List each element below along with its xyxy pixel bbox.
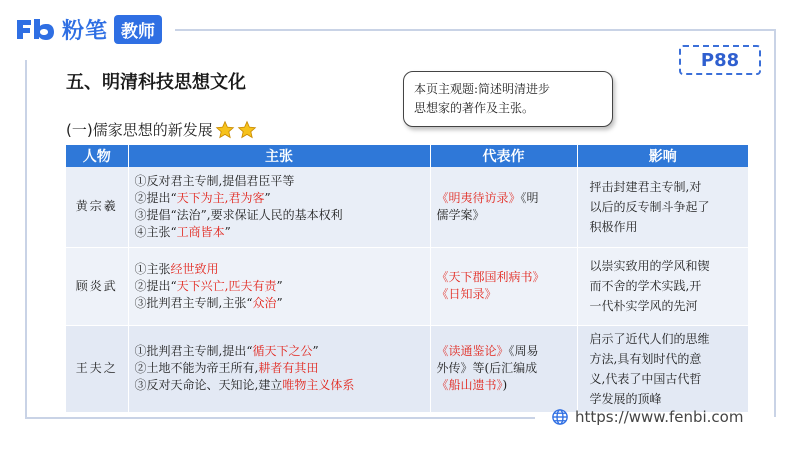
claim-line: ②土地不能为帝王所有,耕者有其田 [134, 361, 319, 375]
brand-logo [14, 13, 162, 45]
frame-line-left [25, 60, 27, 417]
influence-cell: 启示了近代人们的思维 方法,具有划时代的意 义,代表了中国古代哲 学发展的顶峰 [577, 325, 748, 412]
person-name: 王夫之 [66, 325, 128, 412]
claim-line: ②提出“天下为主,君为客” [134, 190, 271, 205]
table-row [66, 167, 748, 247]
brand-name: 粉笔 [62, 18, 109, 44]
works-cell: 《天下郡国利病书》 《日知录》 [430, 247, 577, 325]
footer-url[interactable] [551, 408, 743, 426]
claims-cell [128, 167, 430, 247]
person-name: 黄宗羲 [66, 167, 128, 247]
claim-line: ①反对君主专制,提倡君臣平等 [134, 173, 295, 188]
claim-line: ②提出“天下兴亡,匹夫有责” [134, 278, 283, 293]
claim-line: ①主张经世致用 [134, 261, 219, 276]
fenbi-logo-icon [14, 16, 56, 42]
claim-line: ④主张“工商皆本” [134, 224, 231, 239]
note-line: 本页主观题:简述明清进步 [414, 82, 551, 96]
frame-line-bottom [25, 417, 535, 419]
works-cell: 《读通鉴论》《周易 外传》等(后汇编成 《船山遗书》) [430, 325, 577, 412]
claim-line: ①批判君主专制,提出“循天下之公” [134, 344, 319, 358]
claims-cell [128, 325, 430, 412]
person-name: 顾炎武 [66, 247, 128, 325]
table-row [66, 247, 748, 325]
claim-line: ③提倡“法治”,要求保证人民的基本权利 [134, 207, 343, 222]
claims-cell [128, 247, 430, 325]
header-person: 人物 [66, 145, 128, 167]
website-link[interactable]: https://www.fenbi.com [575, 408, 744, 426]
header-works: 代表作 [430, 145, 577, 167]
table-header-row [66, 145, 748, 167]
influence-cell: 抨击封建君主专制,对 以后的反专制斗争起了 积极作用 [577, 167, 748, 247]
section-subtitle [66, 119, 257, 140]
header-influence: 影响 [577, 145, 748, 167]
star-icon [237, 120, 257, 140]
callout-note [403, 71, 613, 127]
brand-badge: 教师 [114, 15, 162, 44]
globe-icon [551, 408, 569, 426]
influence-cell: 以崇实致用的学风和锲 而不舍的学术实践,开 一代朴实学风的先河 [577, 247, 748, 325]
thinkers-table [66, 145, 748, 413]
note-line: 思想家的著作及主张。 [414, 101, 535, 115]
slide-title: 五、明清科技思想文化 [66, 72, 246, 93]
star-icon [215, 120, 235, 140]
table-row [66, 325, 748, 412]
header-claims: 主张 [128, 145, 430, 167]
subtitle-text: (一)儒家思想的新发展 [66, 121, 213, 139]
works-cell: 《明夷待访录》《明 儒学案》 [430, 167, 577, 247]
frame-line-top [175, 29, 775, 31]
claim-line: ③批判君主专制,主张“众治” [134, 295, 283, 310]
page-number-badge: P88 [679, 45, 761, 75]
frame-line-right [774, 29, 776, 417]
claim-line: ③反对天命论、天知论,建立唯物主义体系 [134, 378, 355, 392]
